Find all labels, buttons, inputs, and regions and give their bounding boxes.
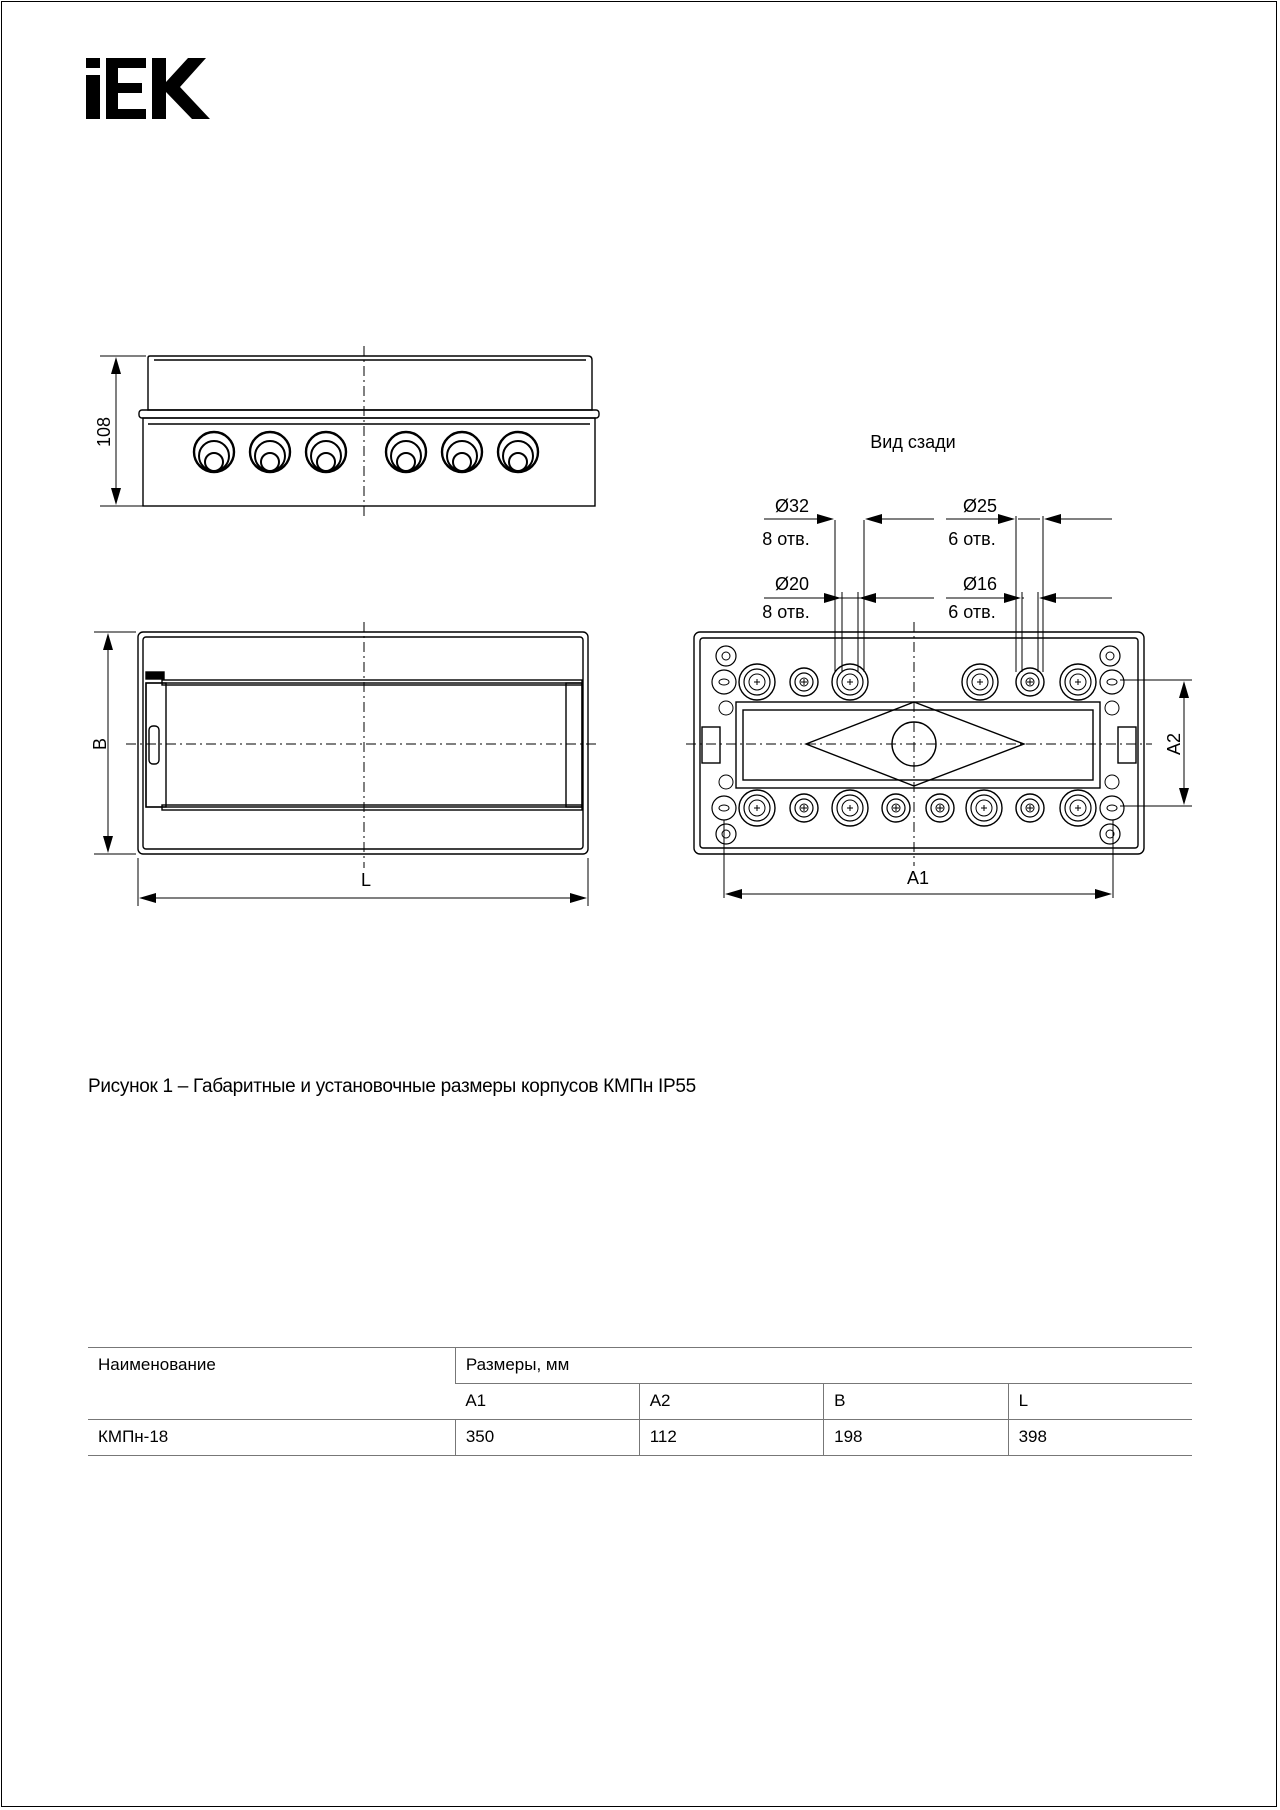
height-b-label: B	[90, 737, 110, 751]
cable-gland-icon	[498, 432, 538, 472]
height-108-label: 108	[94, 416, 114, 448]
screw-hole-icon	[1105, 775, 1119, 789]
cable-gland-icon	[442, 432, 482, 472]
front-view	[138, 632, 588, 854]
row-a2: 112	[639, 1420, 823, 1456]
knockout-hole-icon	[790, 794, 818, 822]
width-a1-label: A1	[906, 868, 930, 888]
mounting-hole-icon	[1100, 824, 1120, 844]
fixing-slot-icon	[712, 670, 736, 694]
table-header-row	[88, 1348, 1192, 1384]
knockout-hole-icon	[832, 664, 868, 700]
hole-25-dia: Ø25	[962, 496, 998, 516]
row-b: 198	[824, 1420, 1008, 1456]
knockout-hole-icon	[1016, 794, 1044, 822]
knockout-hole-icon	[832, 790, 868, 826]
cable-gland-icon	[306, 432, 346, 472]
screw-hole-icon	[719, 775, 733, 789]
fixing-slot-icon	[1100, 796, 1124, 820]
knockout-hole-icon	[739, 790, 775, 826]
mounting-hole-icon	[716, 824, 736, 844]
row-l: 398	[1008, 1420, 1192, 1456]
col-l: L	[1008, 1384, 1192, 1420]
hole-32-count: 8 отв.	[762, 529, 810, 549]
cable-gland-icon	[194, 432, 234, 472]
knockout-hole-icon	[1060, 790, 1096, 826]
mounting-hole-icon	[1100, 646, 1120, 666]
rear-view-holes	[712, 646, 1124, 844]
header-sizes: Размеры, мм	[455, 1348, 1192, 1384]
hole-20-dia: Ø20	[774, 574, 810, 594]
knockout-hole-icon	[739, 664, 775, 700]
cable-gland-icon	[386, 432, 426, 472]
hole-25-count: 6 отв.	[948, 529, 996, 549]
hole-32-dia: Ø32	[774, 496, 810, 516]
row-a1: 350	[455, 1420, 639, 1456]
table-row	[88, 1420, 1192, 1456]
cable-gland-icon	[250, 432, 290, 472]
width-l-label: L	[360, 870, 372, 890]
side-view	[139, 356, 599, 506]
knockout-hole-icon	[1060, 664, 1096, 700]
knockout-hole-icon	[926, 794, 954, 822]
col-a2: A2	[639, 1384, 823, 1420]
knockout-hole-icon	[966, 790, 1002, 826]
col-b: B	[824, 1384, 1008, 1420]
side-view-glands	[194, 432, 538, 472]
knockout-hole-icon	[962, 664, 998, 700]
row-name: КМПн-18	[88, 1420, 455, 1456]
hole-16-count: 6 отв.	[948, 602, 996, 622]
fixing-slot-icon	[712, 796, 736, 820]
screw-hole-icon	[1105, 701, 1119, 715]
height-a2-label: A2	[1164, 732, 1184, 756]
rear-view-title: Вид сзади	[870, 432, 956, 452]
fixing-slot-icon	[1100, 670, 1124, 694]
knockout-hole-icon	[1016, 668, 1044, 696]
knockout-hole-icon	[882, 794, 910, 822]
knockout-hole-icon	[790, 668, 818, 696]
mounting-hole-icon	[716, 646, 736, 666]
col-a1: A1	[455, 1384, 639, 1420]
hole-20-count: 8 отв.	[762, 602, 810, 622]
screw-hole-icon	[719, 701, 733, 715]
dimensions-table	[88, 1347, 1192, 1456]
header-name: Наименование	[88, 1348, 455, 1420]
figure-caption: Рисунок 1 – Габаритные и установочные размеры корпусов КМПн IP55	[88, 1076, 696, 1097]
hole-16-dia: Ø16	[962, 574, 998, 594]
